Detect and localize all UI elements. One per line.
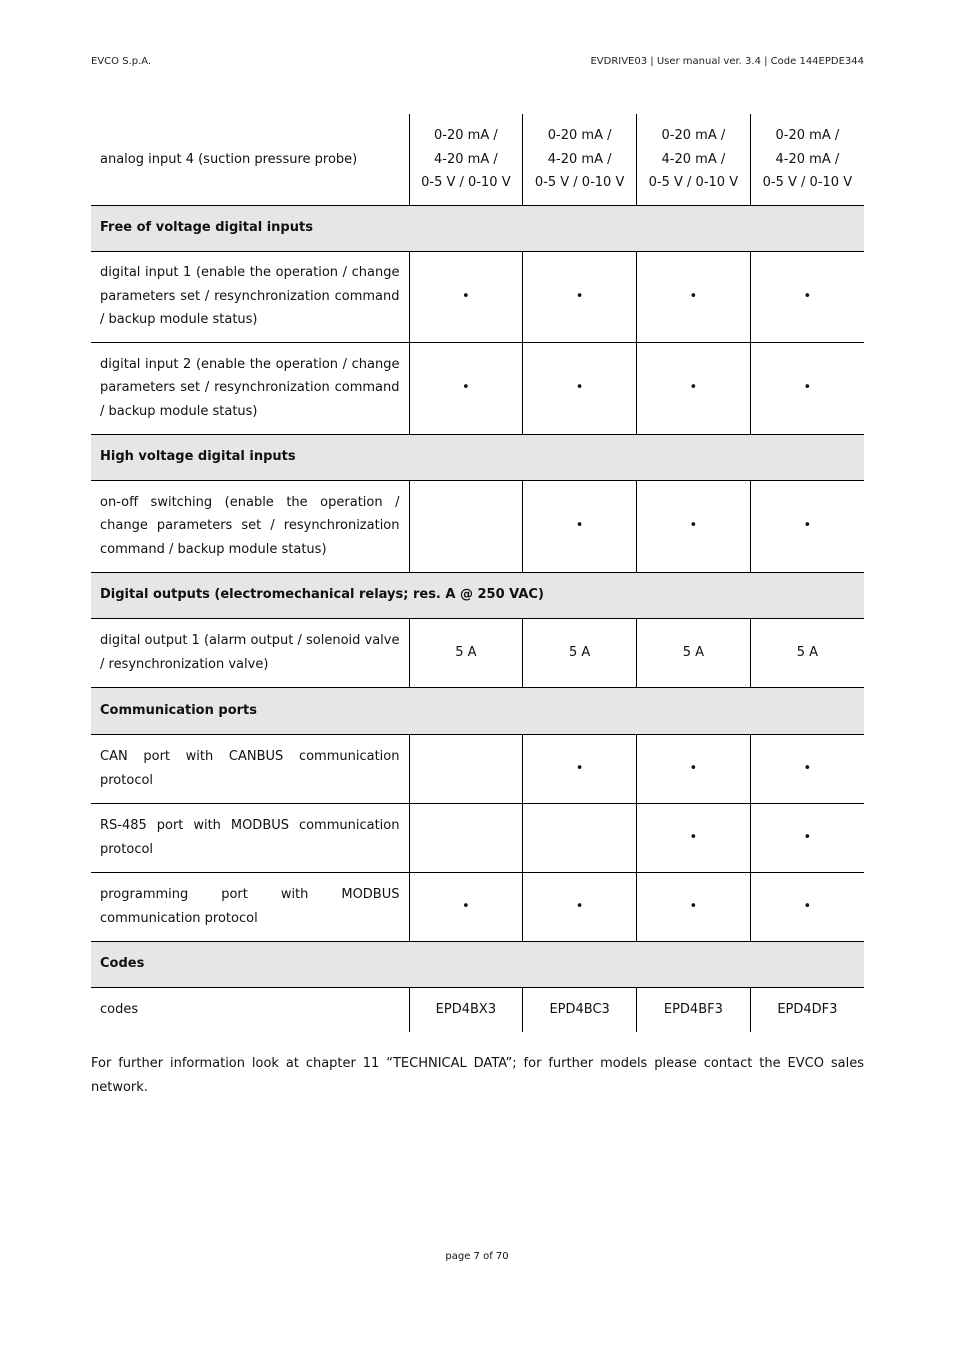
bullet-cell: • bbox=[750, 803, 864, 872]
table-row-on-off-switching bbox=[91, 480, 864, 572]
cell-value bbox=[750, 114, 864, 205]
value-line: 0-5 V / 0-10 V bbox=[534, 175, 625, 190]
further-info-note: For further information look at chapter 11 “TECHNICAL DATA”; for further models please contact the EVCO sales network. bbox=[91, 1056, 864, 1095]
bullet-cell: • bbox=[750, 480, 864, 572]
section-title: Digital outputs (electromechanical relays; res. A @ 250 VAC) bbox=[91, 572, 864, 618]
bullet-cell: • bbox=[750, 251, 864, 342]
bullet-cell: • bbox=[637, 872, 751, 941]
bullet-cell: • bbox=[637, 251, 751, 342]
cell-value: 5 A bbox=[523, 618, 637, 687]
row-label: analog input 4 (suction pressure probe) bbox=[91, 114, 409, 205]
table-row-can-port bbox=[91, 734, 864, 803]
section-title: Codes bbox=[91, 941, 864, 987]
code-cell: EPD4BC3 bbox=[523, 987, 637, 1032]
value-line: 4-20 mA / bbox=[661, 151, 726, 167]
table-row-rs485-port bbox=[91, 803, 864, 872]
empty-cell bbox=[409, 803, 523, 872]
table-row-programming-port bbox=[91, 872, 864, 941]
bullet-cell: • bbox=[750, 342, 864, 434]
bullet-cell: • bbox=[523, 480, 637, 572]
cell-value: 5 A bbox=[637, 618, 751, 687]
bullet-cell: • bbox=[637, 803, 751, 872]
page-number: page 7 of 70 bbox=[445, 1251, 509, 1262]
empty-cell bbox=[523, 803, 637, 872]
bullet-cell: • bbox=[750, 872, 864, 941]
row-label: CAN port with CANBUS communication protocol bbox=[91, 734, 409, 803]
bullet-cell: • bbox=[637, 734, 751, 803]
section-digital-outputs bbox=[91, 572, 864, 618]
row-label: programming port with MODBUS communication protocol bbox=[91, 872, 409, 941]
table-row-digital-input-2 bbox=[91, 342, 864, 434]
header-document-info: EVDRIVE03 | User manual ver. 3.4 | Code 144EPDE344 bbox=[590, 56, 864, 67]
row-label: digital output 1 (alarm output / solenoid valve / resynchronization valve) bbox=[91, 618, 409, 687]
section-free-voltage-inputs bbox=[91, 205, 864, 251]
value-line: 0-5 V / 0-10 V bbox=[762, 175, 853, 190]
bullet-cell: • bbox=[409, 251, 523, 342]
value-line: 4-20 mA / bbox=[547, 151, 612, 167]
bullet-cell: • bbox=[523, 734, 637, 803]
section-title: Free of voltage digital inputs bbox=[91, 205, 864, 251]
value-line: 0-5 V / 0-10 V bbox=[421, 175, 511, 190]
bullet-cell: • bbox=[523, 342, 637, 434]
cell-value bbox=[637, 114, 751, 205]
bullet-cell: • bbox=[750, 734, 864, 803]
section-title: Communication ports bbox=[91, 687, 864, 734]
row-label: RS-485 port with MODBUS communication protocol bbox=[91, 803, 409, 872]
value-line: 0-20 mA / bbox=[547, 128, 612, 143]
code-cell: EPD4BF3 bbox=[637, 987, 751, 1032]
bullet-cell: • bbox=[523, 251, 637, 342]
section-communication-ports bbox=[91, 687, 864, 734]
cell-value bbox=[409, 114, 523, 205]
row-label: codes bbox=[100, 1002, 139, 1017]
table-row-digital-input-1 bbox=[91, 251, 864, 342]
empty-cell bbox=[409, 734, 523, 803]
row-label: digital input 1 (enable the operation / change parameters set / resynchronization command / backup module status) bbox=[91, 251, 409, 342]
bullet-cell: • bbox=[637, 480, 751, 572]
value-line: 0-20 mA / bbox=[434, 128, 498, 143]
row-label: digital input 2 (enable the operation / change parameters set / resynchronization command / backup module status) bbox=[91, 342, 409, 434]
header-company: EVCO S.p.A. bbox=[91, 56, 152, 67]
value-line: 0-20 mA / bbox=[661, 128, 726, 143]
section-title: High voltage digital inputs bbox=[91, 434, 864, 480]
code-cell: EPD4DF3 bbox=[750, 987, 864, 1032]
cell-value bbox=[523, 114, 637, 205]
bullet-cell: • bbox=[637, 342, 751, 434]
cell-value: 5 A bbox=[409, 618, 523, 687]
section-codes bbox=[91, 941, 864, 987]
table-row-digital-output-1 bbox=[91, 618, 864, 687]
cell-value: 5 A bbox=[750, 618, 864, 687]
section-high-voltage-inputs bbox=[91, 434, 864, 480]
bullet-cell: • bbox=[523, 872, 637, 941]
specification-table bbox=[91, 114, 864, 1032]
bullet-cell: • bbox=[409, 342, 523, 434]
row-label: on-off switching (enable the operation / change parameters set / resynchronization command / backup module status) bbox=[91, 480, 409, 572]
table-row-analog-input-4 bbox=[91, 114, 864, 205]
value-line: 0-20 mA / bbox=[775, 128, 840, 143]
value-line: 4-20 mA / bbox=[775, 151, 840, 167]
table-row-codes bbox=[91, 987, 864, 1032]
empty-cell bbox=[409, 480, 523, 572]
value-line: 0-5 V / 0-10 V bbox=[648, 175, 739, 190]
bullet-cell: • bbox=[409, 872, 523, 941]
value-line: 4-20 mA / bbox=[434, 151, 498, 167]
code-cell: EPD4BX3 bbox=[409, 987, 523, 1032]
